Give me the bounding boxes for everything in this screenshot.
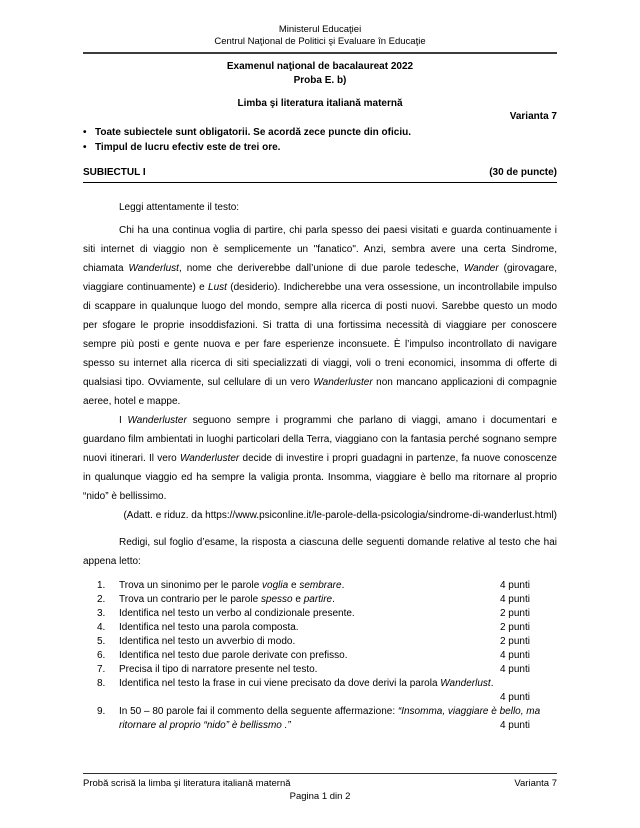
exam-proba: Proba E. b) bbox=[293, 75, 347, 86]
question-text bbox=[119, 593, 557, 607]
text-segment: Identifica nel testo una parola composta. bbox=[119, 622, 299, 633]
title-block bbox=[83, 60, 557, 88]
text-segment: e bbox=[288, 580, 300, 591]
subject-title: Limba şi literatura italiană maternă bbox=[237, 98, 403, 109]
question-number: 3. bbox=[97, 608, 106, 619]
note-text: Timpul de lucru efectiv este de trei ore. bbox=[95, 142, 281, 153]
question-text bbox=[119, 607, 557, 621]
question-points: 4 punti bbox=[499, 650, 530, 661]
question-text bbox=[119, 663, 557, 677]
question-list bbox=[83, 579, 557, 733]
bullet-icon: • bbox=[83, 127, 87, 138]
italic-text: sembrare bbox=[299, 580, 342, 591]
section-title: SUBIECTUL I bbox=[83, 167, 146, 178]
question-number: 7. bbox=[97, 664, 106, 675]
question-number: 6. bbox=[97, 650, 106, 661]
exam-notes bbox=[83, 125, 557, 155]
footer-row bbox=[83, 777, 557, 790]
italic-text: Wanderlust bbox=[128, 263, 179, 274]
question-number: 9. bbox=[97, 706, 106, 717]
text-segment: . bbox=[332, 594, 335, 605]
bullet-icon: • bbox=[83, 142, 87, 153]
exam-title: Examenul naţional de bacalaureat 2022 bbox=[226, 61, 414, 72]
text-segment: decide di investire i propri guadagni in partenze, fa nuove conoscenze in qualunque viaggio ed ha sempre la valigia pronta. Insomma, viaggiare è bello ma ritornare al proprio “nido” è bellissimo. bbox=[83, 453, 557, 502]
footer-right: Varianta 7 bbox=[514, 778, 557, 789]
question-text bbox=[119, 649, 557, 663]
text-segment: (girovagare, viaggiare continuamente) e bbox=[83, 263, 557, 293]
question-text bbox=[119, 677, 557, 705]
question-number: 1. bbox=[97, 580, 106, 591]
text-segment: Identifica nel testo un verbo al condizionale presente. bbox=[119, 608, 355, 619]
text-segment: Identifica nel testo la frase in cui viene precisato da dove derivi la parola bbox=[119, 678, 441, 689]
reading-text bbox=[83, 221, 557, 506]
italic-text: partire bbox=[303, 594, 333, 605]
text-segment: e bbox=[292, 594, 304, 605]
header-divider bbox=[83, 52, 557, 54]
question-number: 5. bbox=[97, 636, 106, 647]
italic-text: “Insomma, viaggiare è bello, ma ritornare al proprio “nido” è bellissmo .” bbox=[119, 706, 541, 731]
variant-label: Varianta 7 bbox=[509, 111, 557, 122]
question-text bbox=[119, 705, 557, 733]
italic-text: Wanderluster bbox=[179, 453, 240, 464]
text-segment: Precisa il tipo di narratore presente nel testo. bbox=[119, 664, 318, 675]
section-header bbox=[83, 167, 557, 183]
intro-line: Leggi attentamente il testo: bbox=[119, 202, 240, 213]
italic-text: spesso bbox=[260, 594, 293, 605]
center-name-line: Centrul Naţional de Politici şi Evaluare în Educaţie bbox=[214, 36, 426, 47]
section-points: (30 de puncte) bbox=[489, 167, 557, 178]
text-paragraph bbox=[83, 411, 557, 506]
text-segment: Identifica nel testo un avverbio di modo. bbox=[119, 636, 296, 647]
question-points: 4 punti bbox=[499, 594, 530, 605]
question-points: 4 punti bbox=[499, 692, 530, 703]
question-item bbox=[97, 593, 557, 607]
text-segment: Identifica nel testo due parole derivate con prefisso. bbox=[119, 650, 348, 661]
doc-header bbox=[83, 24, 557, 48]
text-segment: Chi ha una continua voglia di partire, chi parla spesso dei paesi visitati e guarda continuamente i siti internet di viaggio non è semplicemente un "fanatico". Anzi, sembra avere una certa Sindrome, chiamata bbox=[83, 225, 557, 274]
italic-text: Wanderluster bbox=[313, 377, 373, 388]
text-segment: , nome che deriverebbe dall’unione di due parole tedesche, bbox=[178, 263, 464, 274]
ministry-line: Ministerul Educaţiei bbox=[278, 24, 362, 35]
italic-text: Wanderlust bbox=[440, 678, 491, 689]
question-points: 2 punti bbox=[499, 608, 530, 619]
italic-text: Lust bbox=[208, 282, 227, 293]
question-number: 2. bbox=[97, 594, 106, 605]
question-points: 4 punti bbox=[499, 580, 530, 591]
question-points: 4 punti bbox=[499, 720, 530, 731]
footer-left: Probă scrisă la limba şi literatura italiană maternă bbox=[83, 778, 291, 789]
text-segment: Trova un sinonimo per le parole bbox=[119, 580, 263, 591]
question-points: 2 punti bbox=[499, 622, 530, 633]
italic-text: voglia bbox=[262, 580, 289, 591]
question-item bbox=[97, 649, 557, 663]
note-text: Toate subiectele sunt obligatorii. Se acordă zece puncte din oficiu. bbox=[95, 127, 411, 138]
question-text bbox=[119, 579, 557, 593]
task-instruction: Redigi, sul foglio d’esame, la risposta a ciascuna delle seguenti domande relative al testo che hai appena letto: bbox=[83, 537, 557, 567]
question-item bbox=[97, 677, 557, 705]
question-item bbox=[97, 663, 557, 677]
source-attribution: (Adatt. e riduz. da https://www.psiconline.it/le-parole-della-psicologia/sindrome-di-wanderlust.html) bbox=[123, 510, 557, 521]
text-paragraph bbox=[83, 221, 557, 411]
doc-footer bbox=[83, 773, 557, 803]
question-item bbox=[97, 621, 557, 635]
question-points: 2 punti bbox=[499, 636, 530, 647]
question-number: 8. bbox=[97, 678, 106, 689]
text-segment: Trova un contrario per le parole bbox=[119, 594, 261, 605]
italic-text: Wander bbox=[463, 263, 499, 274]
italic-text: Wanderluster bbox=[127, 415, 187, 426]
text-segment: . bbox=[341, 580, 345, 591]
footer-page-number: Pagina 1 din 2 bbox=[289, 791, 351, 802]
question-item bbox=[97, 579, 557, 593]
note-item bbox=[83, 140, 557, 155]
question-item bbox=[97, 607, 557, 621]
text-segment: . bbox=[490, 678, 494, 689]
question-item bbox=[97, 635, 557, 649]
text-segment: In 50 – 80 parole fai il commento della seguente affermazione: bbox=[119, 706, 398, 717]
text-segment: (desiderio). Indicherebbe una vera ossessione, un incontrollabile impulso di scappare in qualunque luogo del mondo, sempre alla ricerca di posti nuovi. Sarebbe questo un modo per sfogare le proprie insoddisfazioni. Si tratta di una fortissima necessità di viaggiare per conoscere sempre più posti e gente nuova e per fare esperienze inconsuete. È l’impulso incontrollato di navigare spesso su internet alla ricerca di siti specializzati di viaggi, voli o treni economici, insomma di offerte di qualsiasi tipo. Ovviamente, sul cellulare di un vero bbox=[83, 282, 557, 388]
question-text bbox=[119, 635, 557, 649]
text-segment: seguono sempre i programmi che parlano di viaggi, amano i documentari e guardano film ambientati in luoghi particolari della Terra, viaggiano con la fantasia perché sognano sempre nuovi itinerari. Il vero bbox=[83, 415, 558, 464]
note-item bbox=[83, 125, 557, 140]
text-segment: non mancano applicazioni di compagnie aeree, hotel e mappe. bbox=[83, 377, 557, 407]
question-number: 4. bbox=[97, 622, 106, 633]
question-item bbox=[97, 705, 557, 733]
text-segment: I bbox=[119, 415, 128, 426]
question-points: 4 punti bbox=[499, 664, 530, 675]
question-text bbox=[119, 621, 557, 635]
